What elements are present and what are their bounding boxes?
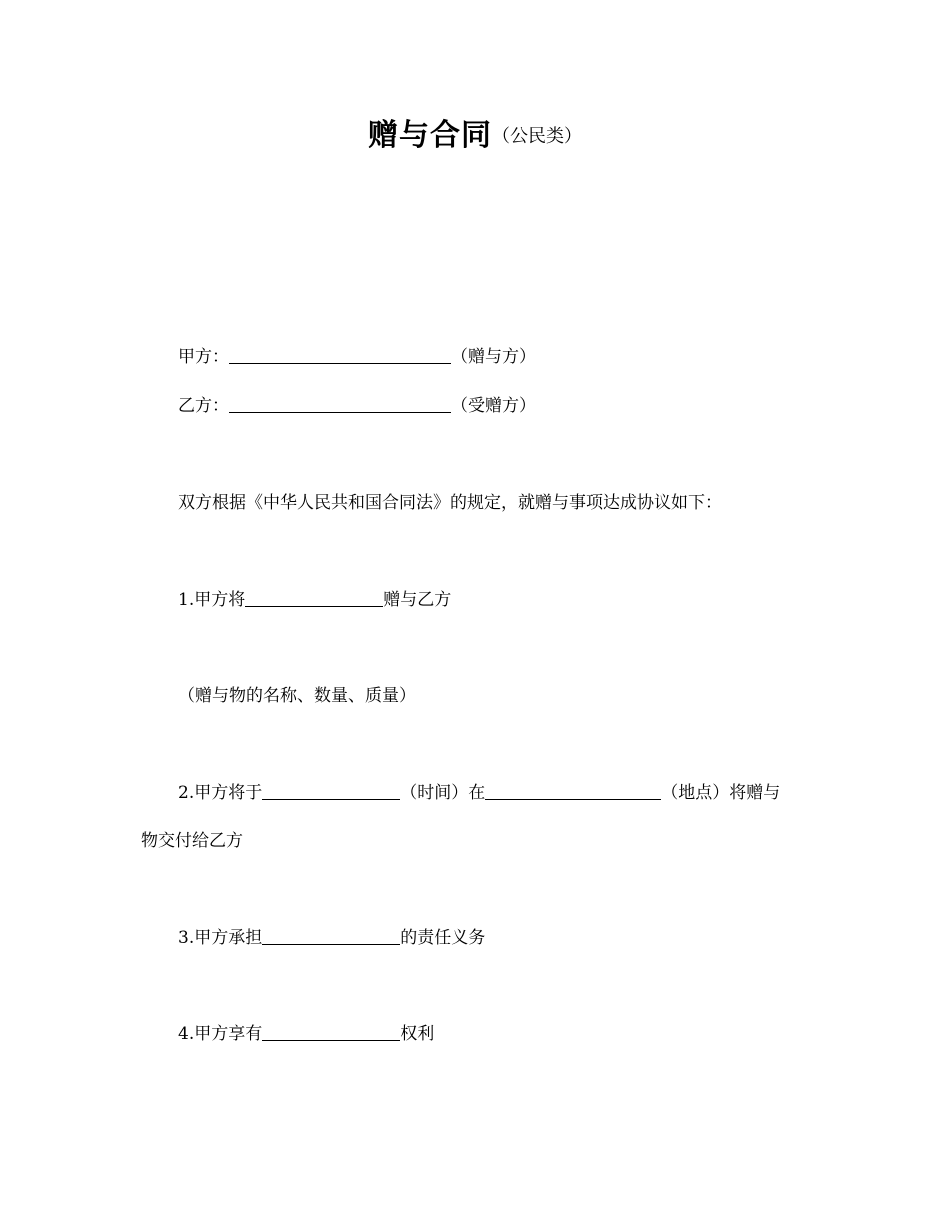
clause-3 xyxy=(178,926,485,950)
clause-4-prefix: 4.甲方享有 xyxy=(178,1024,263,1044)
delivery-place-blank[interactable] xyxy=(485,781,661,800)
party-a-line xyxy=(178,345,536,369)
clause-1-prefix: 1.甲方将 xyxy=(178,590,246,610)
title-main: 赠与合同 xyxy=(368,118,492,153)
delivery-time-blank[interactable] xyxy=(262,781,400,800)
document-title xyxy=(0,112,950,164)
party-b-blank[interactable] xyxy=(229,394,451,413)
rights-blank[interactable] xyxy=(262,1022,400,1041)
title-subtitle: （公民类） xyxy=(492,126,582,147)
clause-2-prefix: 2.甲方将于 xyxy=(178,783,263,803)
party-a-blank[interactable] xyxy=(229,345,451,364)
clause-2-place-label: （地点）将赠与 xyxy=(661,783,781,803)
obligation-blank[interactable] xyxy=(262,926,400,945)
clause-4-suffix: 权利 xyxy=(400,1024,435,1044)
clause-1-suffix: 赠与乙方 xyxy=(383,590,452,610)
clause-3-prefix: 3.甲方承担 xyxy=(178,928,263,948)
clause-2-continuation: 物交付给乙方 xyxy=(141,831,243,851)
clause-1 xyxy=(178,588,451,612)
clause-1-note: （赠与物的名称、数量、质量） xyxy=(178,686,416,706)
clause-2 xyxy=(178,781,780,805)
party-a-label: 甲方： xyxy=(178,347,229,367)
clause-4 xyxy=(178,1022,434,1046)
party-b-role: （受赠方） xyxy=(451,396,536,416)
party-a-role: （赠与方） xyxy=(451,347,536,367)
clause-2-time-label: （时间）在 xyxy=(400,783,486,803)
party-b-line xyxy=(178,394,536,418)
clause-3-suffix: 的责任义务 xyxy=(400,928,486,948)
preamble: 双方根据《中华人民共和国合同法》的规定，就赠与事项达成协议如下： xyxy=(178,493,722,513)
party-b-label: 乙方： xyxy=(178,396,229,416)
gift-item-blank[interactable] xyxy=(245,588,383,607)
